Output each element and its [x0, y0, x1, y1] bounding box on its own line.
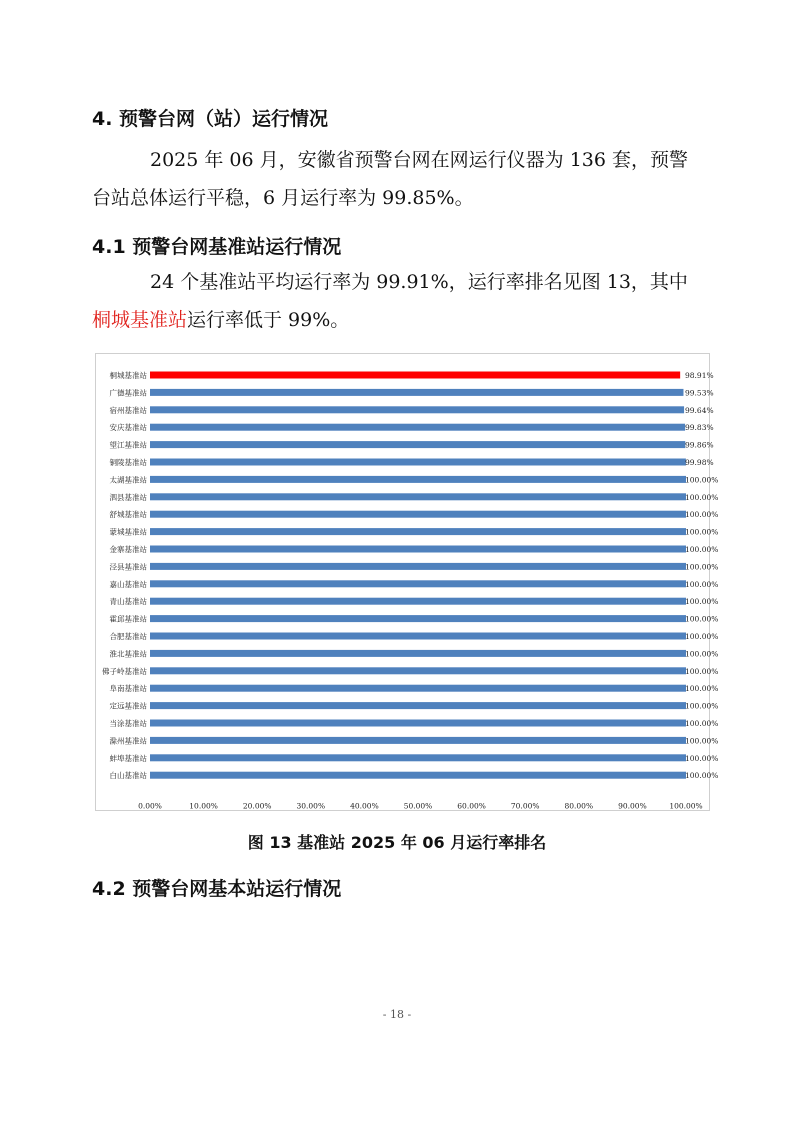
category-label: 金寨基准站: [109, 545, 147, 554]
bar: [150, 493, 686, 500]
bar: [150, 372, 680, 379]
bar: [150, 772, 686, 779]
category-label: 泗县基准站: [109, 492, 147, 502]
category-label: 太湖基准站: [109, 475, 147, 485]
x-tick-label: 10.00%: [189, 801, 218, 811]
category-label: 蒙城基准站: [109, 527, 147, 537]
subsection-heading-4-1: 4.1 预警台网基准站运行情况: [92, 236, 342, 258]
bar: [150, 737, 686, 744]
x-tick-label: 20.00%: [242, 801, 272, 811]
data-label: 100.00%: [685, 719, 719, 728]
category-label: 桐城基准站: [109, 371, 147, 380]
data-label: 100.00%: [685, 510, 719, 520]
bar: [150, 563, 686, 570]
data-label: 100.00%: [685, 736, 719, 746]
bar: [150, 615, 686, 622]
bar: [150, 546, 686, 553]
bar: [150, 389, 683, 396]
subsection-paragraph-line1: 24 个基准站平均运行率为 99.91%，运行率排名见图 13，其中: [150, 271, 688, 293]
section-paragraph-line1: 2025 年 06 月，安徽省预警台网在网运行仪器为 136 套，预警: [150, 149, 688, 171]
bar: [150, 667, 686, 674]
data-label: 100.00%: [685, 701, 719, 711]
category-label: 宿州基准站: [109, 405, 147, 415]
category-label: 滁州基准站: [109, 736, 147, 746]
data-label: 100.00%: [685, 579, 719, 589]
chart-svg: [96, 354, 719, 811]
ranking-chart: [95, 353, 719, 811]
paragraph-rest: 运行率低于 99%。: [187, 309, 350, 331]
subsection-heading-4-2: 4.2 预警台网基本站运行情况: [92, 878, 342, 900]
x-tick-label: 0.00%: [138, 801, 162, 811]
category-label: 霍邱基准站: [109, 614, 147, 624]
bar: [150, 459, 686, 466]
x-tick-label: 70.00%: [510, 801, 540, 811]
bar: [150, 633, 686, 640]
x-tick-label: 90.00%: [618, 801, 647, 811]
data-label: 99.64%: [685, 405, 714, 415]
data-label: 100.00%: [685, 614, 719, 624]
subsection-paragraph-line2: [92, 302, 702, 338]
section-paragraph-line2: 台站总体运行平稳，6 月运行率为 99.85%。: [92, 187, 474, 209]
bar: [150, 476, 686, 483]
x-tick-label: 30.00%: [296, 801, 326, 811]
category-label: 淮北基准站: [109, 649, 147, 659]
bar: [150, 685, 686, 692]
data-label: 100.00%: [685, 666, 719, 676]
data-label: 100.00%: [685, 632, 719, 641]
bar: [150, 511, 686, 518]
x-tick-label: 100.00%: [669, 801, 703, 811]
category-label: 安庆基准站: [109, 423, 147, 433]
bar: [150, 424, 685, 431]
bar: [150, 754, 686, 761]
data-label: 100.00%: [685, 753, 719, 763]
bar: [150, 441, 685, 448]
data-label: 100.00%: [685, 492, 719, 502]
category-label: 望江基准站: [109, 440, 147, 450]
bar: [150, 720, 686, 727]
x-tick-label: 60.00%: [457, 801, 486, 811]
data-label: 99.53%: [685, 388, 714, 398]
category-label: 蚌埠基准站: [109, 753, 147, 763]
bar: [150, 702, 686, 709]
bar: [150, 528, 686, 535]
category-label: 舒城基准站: [109, 510, 147, 520]
data-label: 100.00%: [685, 597, 719, 607]
data-label: 100.00%: [685, 562, 719, 572]
category-label: 青山基准站: [109, 597, 147, 607]
page-number: - 18 -: [382, 1008, 412, 1021]
category-label: 泾县基准站: [109, 562, 147, 572]
x-tick-label: 80.00%: [564, 801, 594, 811]
data-label: 100.00%: [685, 684, 719, 694]
bar: [150, 580, 686, 587]
category-label: 佛子岭基准站: [102, 666, 147, 676]
category-label: 嘉山基准站: [109, 579, 147, 589]
category-label: 阜南基准站: [109, 684, 147, 694]
category-label: 合肥基准站: [109, 632, 147, 641]
data-label: 100.00%: [685, 771, 719, 781]
highlight-station: 桐城基准站: [92, 309, 188, 331]
section-heading: 4. 预警台网（站）运行情况: [92, 108, 329, 130]
data-label: 99.86%: [685, 440, 714, 450]
category-label: 当涂基准站: [109, 719, 147, 728]
x-tick-label: 40.00%: [350, 801, 379, 811]
bar: [150, 406, 684, 413]
data-label: 100.00%: [685, 649, 719, 659]
bar: [150, 598, 686, 605]
data-label: 99.83%: [685, 423, 714, 433]
category-label: 白山基准站: [109, 771, 147, 781]
category-label: 广德基准站: [109, 388, 147, 398]
category-label: 定远基准站: [109, 701, 147, 711]
data-label: 100.00%: [685, 475, 719, 485]
data-label: 99.98%: [685, 458, 714, 467]
data-label: 98.91%: [685, 371, 714, 380]
x-tick-label: 50.00%: [403, 801, 433, 811]
category-label: 铜陵基准站: [109, 458, 147, 467]
data-label: 100.00%: [685, 527, 719, 537]
bar: [150, 650, 686, 657]
data-label: 100.00%: [685, 545, 719, 554]
figure-caption: 图 13 基准站 2025 年 06 月运行率排名: [247, 833, 547, 852]
